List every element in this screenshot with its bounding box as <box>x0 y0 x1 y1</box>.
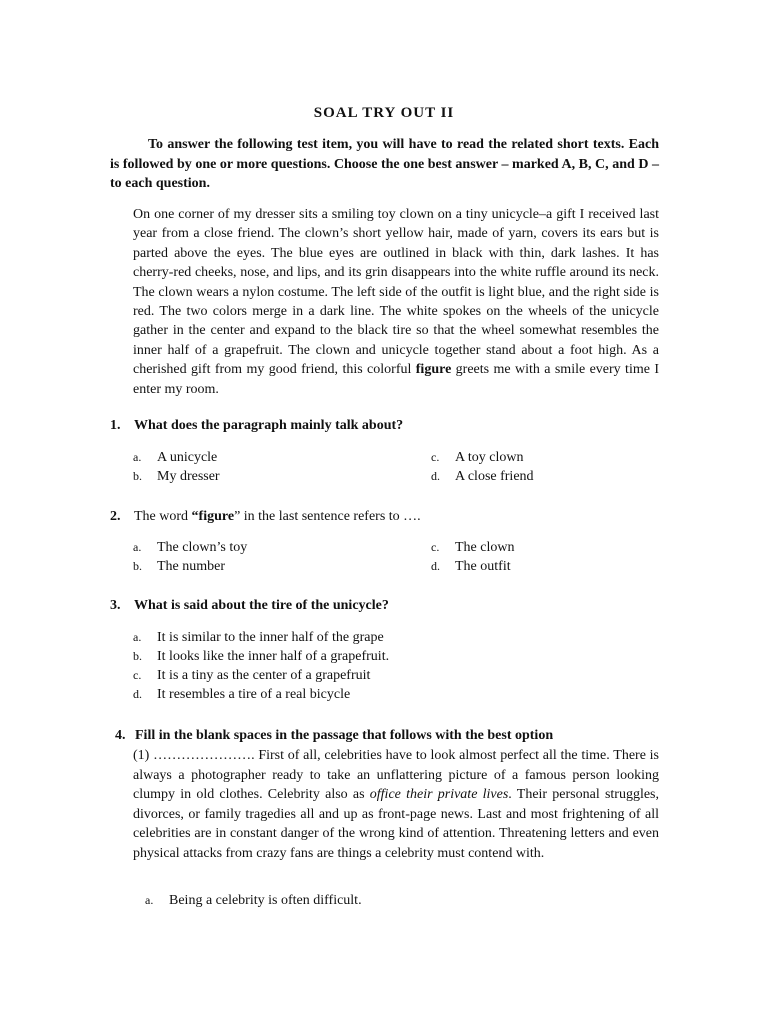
option-1b[interactable] <box>133 467 220 486</box>
option-1d[interactable] <box>431 467 534 486</box>
question-2 <box>110 507 421 526</box>
option-text: A toy clown <box>455 450 524 465</box>
option-letter: c. <box>133 668 142 682</box>
instructions: To answer the following test item, you will have to read the related short texts. Each is followed by one or more questions. Choose the one best answer – marked A, B, C, and D – to each question. <box>110 137 659 191</box>
question-text: What does the paragraph mainly talk about? <box>134 418 404 433</box>
option-1a[interactable] <box>133 448 217 467</box>
question-bold-word: “figure <box>191 509 235 524</box>
option-3a[interactable] <box>133 628 384 647</box>
option-text: My dresser <box>157 469 220 484</box>
question-number: 2. <box>110 509 121 524</box>
option-letter: c. <box>431 450 440 464</box>
question-number: 1. <box>110 418 121 433</box>
passage-1-bold-word: figure <box>415 362 452 378</box>
option-text: Being a celebrity is often difficult. <box>169 893 362 908</box>
passage-2-text-end: . Their personal struggles, divorces, or family tragedies all and up as front-page news. Last and most frightening of all celebrities are in constant danger of the wrong kind of attention. Threatening letters and even physical attacks from crazy fans are things a celebrity must contend with. <box>133 787 659 861</box>
option-letter: d. <box>133 687 142 701</box>
option-3b[interactable] <box>133 647 389 666</box>
passage-1-text-end: greets me with a smile every time I enter my room. <box>133 362 659 397</box>
question-text: What is said about the tire of the unicycle? <box>134 598 389 613</box>
question-4 <box>115 726 553 745</box>
passage-2-text: (1) …………………. First of all, celebrities have to look almost perfect all the time. There is always a photographer ready to take an unflattering picture of a famous person looking clumpy in old clothes. Celebrity also as <box>133 748 659 802</box>
option-letter: b. <box>133 559 142 573</box>
passage-1-text: On one corner of my dresser sits a smiling toy clown on a tiny unicycle–a gift I received last year from a close friend. The clown’s short yellow hair, made of yarn, covers its ears but is parted above the eyes. The blue eyes are outlined in black with thin, dark lashes. It has cherry-red cheeks, nose, and lips, and its grin disappears into the white ruffle around its neck. The clown wears a nylon costume. The left side of the outfit is light blue, and the right side is red. The two colors merge in a dark line. The white spokes on the wheels of the unicycle gather in the center and expand to the black tire so that the wheel somewhat resembles the inner half of a grapefruit. The clown and unicycle together stand about a foot high. As a cherished gift from my good friend, this colorful <box>133 207 659 378</box>
option-3c[interactable] <box>133 666 370 685</box>
option-2c[interactable] <box>431 538 514 557</box>
question-text-start: The word <box>134 509 192 524</box>
question-3 <box>110 596 389 615</box>
option-letter: d. <box>431 469 440 483</box>
option-2b[interactable] <box>133 557 225 576</box>
option-text: A unicycle <box>157 450 218 465</box>
option-letter: b. <box>133 469 142 483</box>
option-4a[interactable] <box>145 891 362 910</box>
option-2a[interactable] <box>133 538 247 557</box>
option-text: It is similar to the inner half of the grape <box>157 630 384 645</box>
option-letter: a. <box>133 450 142 464</box>
option-text: It looks like the inner half of a grapefruit. <box>157 649 390 664</box>
passage-2-italic-phrase: office their private lives <box>369 787 509 802</box>
page-title: SOAL TRY OUT II <box>313 105 455 121</box>
reading-passage-2 <box>133 746 659 863</box>
option-text: The clown <box>455 540 515 555</box>
question-number: 3. <box>110 598 121 613</box>
option-text: The number <box>157 559 226 574</box>
option-text: It is a tiny as the center of a grapefruit <box>157 668 371 683</box>
question-number: 4. <box>115 728 126 743</box>
option-text: It resembles a tire of a real bicycle <box>157 687 351 702</box>
option-text: The clown’s toy <box>157 540 248 555</box>
question-1 <box>110 416 403 435</box>
option-text: The outfit <box>455 559 511 574</box>
option-letter: b. <box>133 649 142 663</box>
option-1c[interactable] <box>431 448 523 467</box>
option-letter: a. <box>133 540 142 554</box>
option-3d[interactable] <box>133 685 350 704</box>
question-text <box>134 509 421 524</box>
option-letter: a. <box>133 630 142 644</box>
option-letter: c. <box>431 540 440 554</box>
option-2d[interactable] <box>431 557 511 576</box>
question-text-end: ” in the last sentence refers to …. <box>234 509 421 524</box>
option-text: A close friend <box>455 469 534 484</box>
option-letter: d. <box>431 559 440 573</box>
question-text: Fill in the blank spaces in the passage that follows with the best option <box>135 728 554 743</box>
option-letter: a. <box>145 893 154 907</box>
reading-passage-1 <box>133 205 659 399</box>
